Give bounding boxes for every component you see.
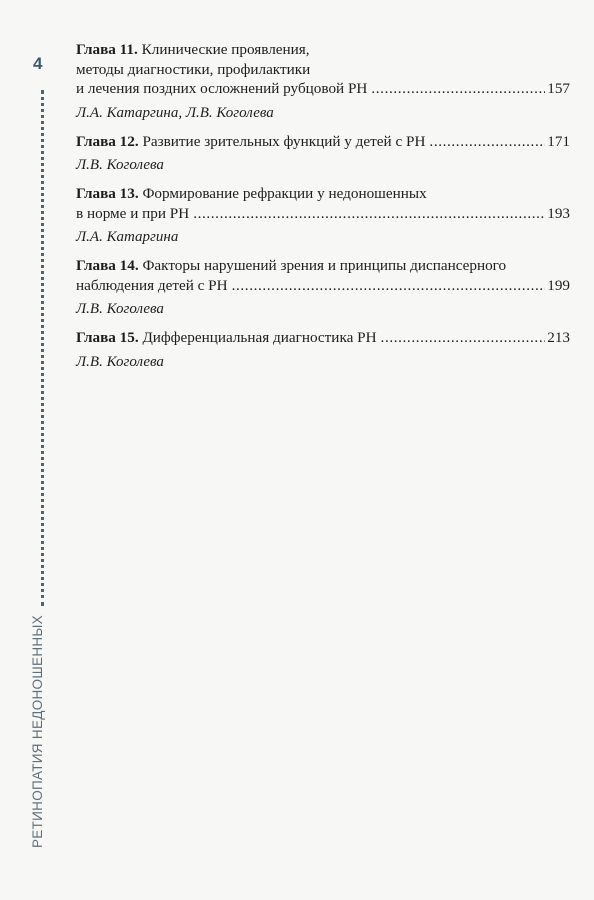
chapter-title-text: Формирование рефракции у недоношенных [142,185,427,202]
dot-leader [193,204,545,224]
toc-entry [76,132,570,176]
chapter-authors: Л.В. Коголева [76,301,164,317]
chapter-title-text: Факторы нарушений зрения и принципы диспансерного [142,257,507,274]
chapter-title-text: наблюдения детей с РН [76,276,228,294]
toc-entry [76,40,570,123]
chapter-label: Глава 11. [76,41,138,58]
chapter-authors: Л.А. Катаргина [76,229,179,245]
toc-title-line [76,40,570,60]
chapter-label: Глава 12. [76,132,139,150]
dot-leader [381,328,546,348]
toc-entry [76,256,570,319]
page-reference: 199 [547,276,570,294]
toc-title-line [76,184,570,204]
chapter-authors: Л.В. Коголева [76,157,164,173]
dot-leader [371,79,545,99]
dot-leader [429,132,545,152]
chapter-label: Глава 15. [76,329,139,346]
toc-title-line [76,132,570,152]
toc-title-line [76,60,570,80]
chapter-title-text: в норме и при РН [76,204,190,222]
chapter-title-text: Развитие зрительных функций у детей с РН [142,132,426,150]
chapter-authors: Л.А. Катаргина, Л.В. Коголева [76,104,274,121]
margin-dotted-rule [41,90,44,606]
toc-title-line [76,79,570,99]
table-of-contents [76,40,570,381]
chapter-label: Глава 13. [76,185,139,202]
dot-leader [232,276,546,296]
toc-title-line [76,204,570,224]
chapter-label: Глава 14. [76,257,139,274]
chapter-title-text: и лечения поздних осложнений рубцовой РН [76,80,368,97]
running-title: РЕТИНОПАТИЯ НЕДОНОШЕННЫХ [30,615,45,848]
page-reference: 193 [547,204,570,222]
page-reference: 171 [547,132,570,150]
chapter-title-text: Клинические проявления, [141,41,310,58]
chapter-title-text: методы диагностики, профилактики [76,60,311,78]
toc-title-line [76,256,570,276]
toc-entry [76,184,570,247]
toc-title-line [76,276,570,296]
toc-entry [76,328,570,372]
toc-title-line [76,328,570,348]
chapter-title-text: Дифференциальная диагностика РН [142,329,377,346]
page-number: 4 [33,54,43,73]
page-reference: 157 [547,80,570,97]
chapter-authors: Л.В. Коголева [76,353,164,370]
page-reference: 213 [547,329,570,346]
